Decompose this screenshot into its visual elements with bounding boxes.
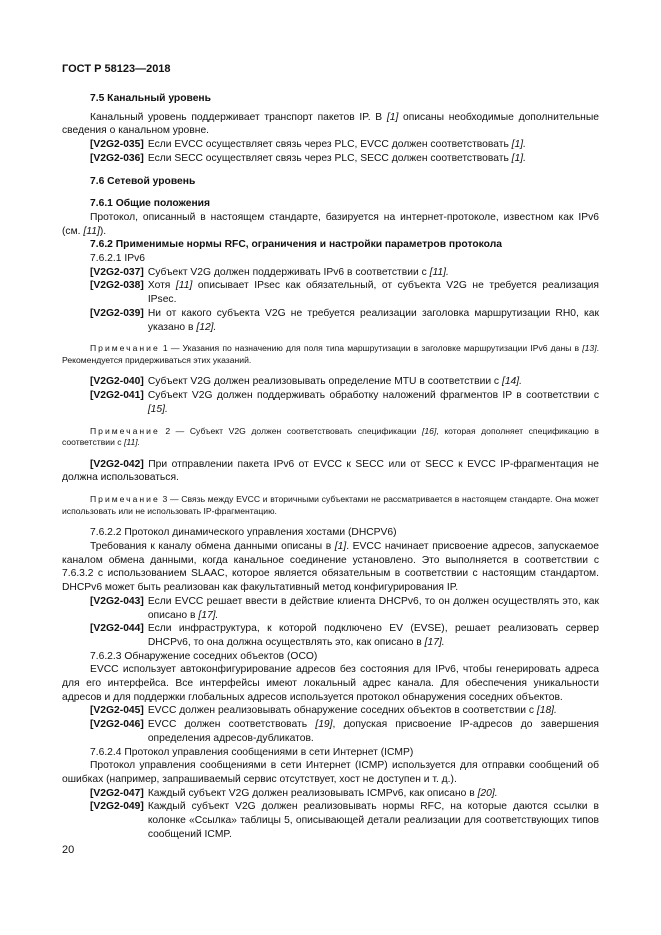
note-1: Примечание 1 — Указания по назначению для поля типа маршрутизации в заголовке маршрутизации IPv6 даны в [13]. Рекомендуется придерживаться этих указаний.: [62, 343, 599, 365]
subsection-7-6-2-1: 7.6.2.1 IPv6: [90, 253, 145, 265]
requirement-045: [V2G2-045] EVCC должен реализовывать обнаружение соседних объектов в соответствии с [18].: [90, 705, 557, 717]
section-7-6-1-title: 7.6.1 Общие положения: [90, 198, 210, 210]
paragraph: Протокол, описанный в настоящем стандарте, базируется на интернет-протоколе, известном как IPv6 (см. [11]).: [62, 211, 599, 237]
requirement-043: [V2G2-043] Если EVCC решает ввести в действие клиента DHCPv6, то он должен осуществлять это, как описано в [17].: [90, 595, 599, 621]
note-3: Примечание 3 — Связь между EVCC и вторичными субъектами не рассматривается в настоящем стандарте. Она может использовать или не использовать IP-фрагментацию.: [62, 494, 599, 516]
requirement-035: [V2G2-035] Если EVCC осуществляет связь через PLC, EVCC должен соответствовать [1].: [90, 139, 526, 151]
subsection-7-6-2-4: 7.6.2.4 Протокол управления сообщениями в сети Интернет (ICMP): [90, 746, 414, 758]
section-7-6-title: 7.6 Сетевой уровень: [90, 175, 196, 187]
requirement-038: [V2G2-038] Хотя [11] описывает IPsec как обязательный, от субъекта V2G не требуется реализация IPsec.: [90, 280, 599, 306]
document-header: ГОСТ Р 58123—2018: [62, 63, 171, 75]
note-2: Примечание 2 — Субъект V2G должен соответствовать спецификации [16], которая дополняет спецификацию в соответствии с [11].: [62, 425, 599, 448]
requirement-044: [V2G2-044] Если инфраструктура, к которой подключено EV (EVSE), решает реализовать сервер DHCPv6, то она должна осуществлять это, как описано в [17].: [90, 623, 599, 648]
paragraph: Протокол управления сообщениями в сети Интернет (ICMP) используется для отправки сообщений об ошибках (например, запрашиваемый сервис отсутствует, хост не доступен и т. д.).: [62, 760, 599, 785]
requirement-049: [V2G2-049] Каждый субъект V2G должен реализовывать нормы RFC, на которые даются ссылки в колонке «Ссылка» таблицы 5, описывающей детали реализации для соответствующих типов сообщений ICMP.: [90, 801, 599, 840]
paragraph: Требования к каналу обмена данными описаны в [1]. EVCC начинает присвоение адресов, запускаемое каналом обмена данными, когда канальное соединение установлено. Это выполняется в соответствии с 7.6.3.2 с использованием SLAAC, которое является обязательным в соответствии с настоящим стандартом. DHCPv6 может быть реализован как факультативный метод конфигурирования IP.: [62, 541, 599, 594]
subsection-7-6-2-2: 7.6.2.2 Протокол динамического управления хостами (DHCPV6): [90, 527, 397, 539]
subsection-7-6-2-3: 7.6.2.3 Обнаружение соседних объектов (OCO): [90, 650, 318, 662]
requirement-042: [V2G2-042] При отправлении пакета IPv6 от EVCC к SECC или от SECC к EVCC IP-фрагментация не должна использоваться.: [62, 458, 599, 484]
paragraph: EVCC использует автоконфигурирование адресов без состояния для IPv6, чтобы генерировать адреса для его интерфейса. Все интерфейсы имеют локальный адрес канала. Для обеспечения уникальности адресов и для поддержки глобальных адресов используется протокол обнаружения соседних объектов.: [62, 664, 599, 703]
requirement-041: [V2G2-041] Субъект V2G должен поддерживать обработку наложений фрагментов IP в соответствии с [15].: [90, 390, 599, 415]
requirement-037: [V2G2-037] Субъект V2G должен поддерживать IPv6 в соответствии с [11].: [90, 266, 449, 278]
requirement-036: [V2G2-036] Если SECC осуществляет связь через PLC, SECC должен соответствовать [1].: [90, 152, 526, 164]
section-7-5-title: 7.5 Канальный уровень: [90, 93, 211, 104]
paragraph: Канальный уровень поддерживает транспорт пакетов IP. В [1] описаны необходимые дополнительные сведения о канальном уровне.: [62, 111, 599, 137]
requirement-040: [V2G2-040] Субъект V2G должен реализовывать определение MTU в соответствии с [14].: [90, 376, 522, 388]
document-body: [62, 92, 599, 842]
requirement-047: [V2G2-047] Каждый субъект V2G должен реализовывать ICMPv6, как описано в [20].: [90, 787, 498, 799]
page-number: 20: [62, 844, 75, 856]
section-7-6-2-title: 7.6.2 Применимые нормы RFC, ограничения и настройки параметров протокола: [90, 239, 502, 251]
requirement-039: [V2G2-039] Ни от какого субъекта V2G не требуется реализации заголовка маршрутизации RH0, как указано в [12].: [90, 307, 599, 333]
requirement-046: [V2G2-046] EVCC должен соответствовать [19], допуская присвоение IP-адресов до завершения определения адресов-дубликатов.: [90, 719, 600, 744]
